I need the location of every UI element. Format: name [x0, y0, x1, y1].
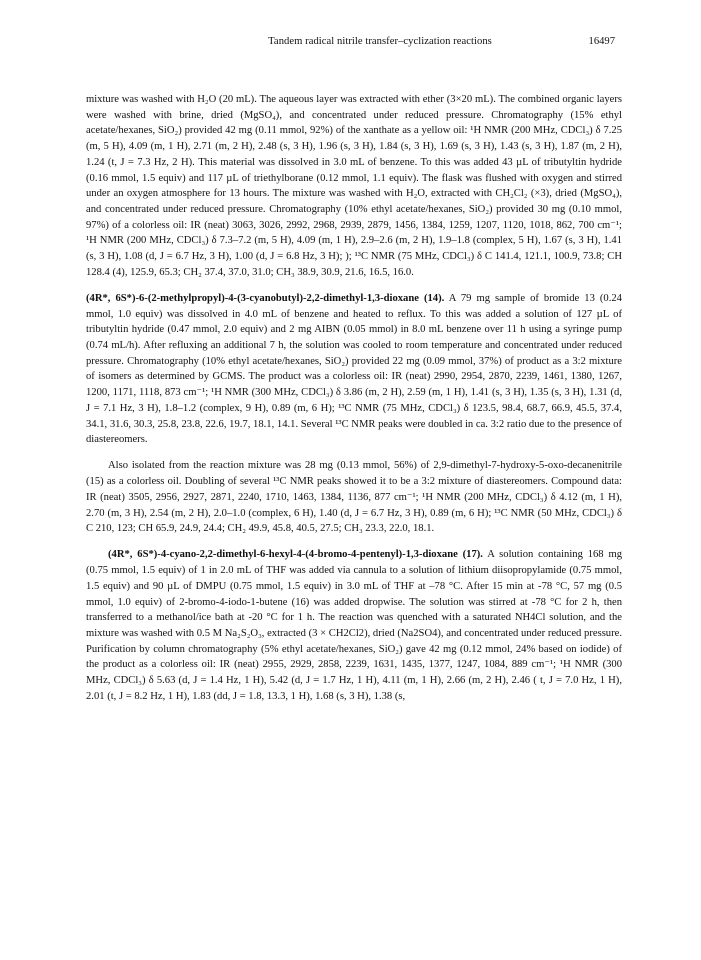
compound-heading: (4R*, 6S*)-6-(2-methylpropyl)-4-(3-cyanobutyl)-2,2-dimethyl-1,3-dioxane (14).	[86, 292, 445, 304]
paragraph-compound-14	[86, 291, 622, 448]
running-title: Tandem radical nitrile transfer–cyclization reactions	[268, 36, 492, 47]
page-number: 16497	[588, 36, 615, 47]
paragraph-xanthate	[86, 92, 622, 280]
paragraph-compound-17	[86, 547, 622, 704]
paragraph-compound-15	[86, 458, 622, 537]
paragraph-text: Also isolated from the reaction mixture was 28 mg (0.13 mmol, 56%) of 2,9-dimethyl-7-hydroxy-5-oxo-decanenitrile (15) as a colorless oil. Doubling of several ¹³C NMR peaks showed it to be a 3:2 mixture of diastereomers. Compound data: IR (neat) 3505, 2956, 2927, 2871, 2240, 1710, 1463, 1384, 1136, 877 cm⁻¹; ¹H NMR (200 MHz, CDCl₃) δ 4.12 (m, 1 H), 2.70 (m, 3 H), 2.54 (m, 2 H), 2.0–1.0 (complex, 6 H), 1.40 (d, J = 6.7 Hz, 3 H), 0.89 (m, 6 H); ¹³C NMR (50 MHz, CDCl₃) δ C 210, 123; CH 65.9, 24.9, 24.4; CH₂ 49.9, 45.8, 40.5, 27.5; CH₃ 23.3, 22.0, 18.1.	[86, 460, 622, 535]
paragraph-text: A 79 mg sample of bromide 13 (0.24 mmol, 1.0 equiv) was dissolved in 4.0 mL of benzene and heated to reflux. To this was added a solution of 127 µL of tributyltin hydride (0.47 mmol, 2.0 equiv) and 2 mg AIBN (0.05 mmol) in 8.0 mL benzene over 11 h using a syringe pump (0.74 mL/h). After refluxing an additional 7 h, the solution was cooled to room temperature and concentrated under reduced pressure. Chromatography (10% ethyl acetate/hexanes, SiO₂) provided 22 mg (0.09 mmol, 37%) of product as a 3:2 mixture of isomers as determined by GCMS. The product was a colorless oil: IR (neat) 2990, 2954, 2870, 2239, 1461, 1380, 1267, 1200, 1171, 1118, 873 cm⁻¹; ¹H NMR (300 MHz, CDCl₃) δ 3.86 (m, 2 H), 2.59 (m, 1 H), 1.41 (s, 3 H), 1.35 (s, 3 H), 1.31 (d, J = 7.1 Hz, 3 H), 1.8–1.2 (complex, 9 H), 0.89 (m, 6 H); ¹³C NMR (75 MHz, CDCl₃) δ 123.5, 98.4, 68.7, 66.9, 45.5, 37.4, 34.1, 31.6, 30.3, 25.8, 23.8, 22.6, 19.7, 18.1, 14.1. Several ¹³C NMR peaks were doubled in ca. 3:2 ratio due to the presence of diastereomers.	[86, 292, 622, 446]
compound-heading: (4R*, 6S*)-4-cyano-2,2-dimethyl-6-hexyl-4-(4-bromo-4-pentenyl)-1,3-dioxane (17).	[108, 549, 483, 561]
paragraph-text: A solution containing 168 mg (0.75 mmol, 1.5 equiv) of 1 in 2.0 mL of THF was added via cannula to a solution of lithium diisopropylamide (0.75 mmol, 1.5 equiv) and 90 µL of DMPU (0.75 mmol, 1.5 equiv) in 3.0 mL of THF at –78 °C. After 15 min at -78 °C, 57 mg (0.5 mmol, 1.0 equiv) of 2-bromo-4-iodo-1-butene (16) was added dropwise. The solution was stirred at -78 °C for 2 h, then transferred to a methanol/ice bath at -20 °C for 1 h. The reaction was quenched with a saturated NH4Cl solution, and the mixture was washed with 0.5 M Na₂S₂O₃, extracted (3 × CH2Cl2), dried (Na2SO4), and concentrated under reduced pressure. Purification by column chromatography (5% ethyl acetate/hexanes, SiO₂) gave 42 mg (0.12 mmol, 24% based on iodide) of the product as a colorless oil: IR (neat) 2955, 2929, 2858, 2239, 1631, 1435, 1377, 1247, 1084, 889 cm⁻¹; ¹H NMR (300 MHz, CDCl₃) δ 5.63 (d, J = 1.4 Hz, 1 H), 5.42 (d, J = 1.7 Hz, 1 H), 4.11 (m, 1 H), 2.66 (m, 2 H), 2.46 ( t, J = 7.0 Hz, 1 H), 2.01 (t, J = 8.2 Hz, 1 H), 1.83 (dd, J = 1.8, 13.3, 1 H), 1.68 (s, 3 H), 1.38 (s,	[86, 549, 622, 702]
experimental-text	[86, 92, 622, 715]
paragraph-text: mixture was washed with H₂O (20 mL). The aqueous layer was extracted with ether (3×20 mL). The combined organic layers were washed with brine, dried (MgSO₄), and concentrated under reduced pressure. Chromatography (15% ethyl acetate/hexanes, SiO₂) provided 42 mg (0.11 mmol, 92%) of the xanthate as a yellow oil: ¹H NMR (200 MHz, CDCl₃) δ 7.25 (m, 5 H), 4.09 (m, 1 H), 2.71 (m, 2 H), 2.48 (s, 3 H), 1.96 (s, 3 H), 1.84 (s, 3 H), 1.69 (s, 3 H), 1.43 (s, 3 H), 1.87 (m, 2 H), 1.24 (t, J = 7.3 Hz, 2 H). This material was dissolved in 3.0 mL of benzene. To this was added 43 µL of tributyltin hydride (0.16 mmol, 1.5 equiv) and 117 µL of triethylborane (0.12 mmol, 1.1 equiv). The flask was flushed with oxygen and stirred under an oxygen atmosphere for 13 hours. The mixture was washed with H₂O, extracted with CH₂Cl₂ (×3), dried (MgSO₄), and concentrated under reduced pressure. Chromatography (10% ethyl acetate/hexanes, SiO₂) provided 30 mg (0.10 mmol, 97%) of a colorless oil: IR (neat) 3063, 3026, 2992, 2968, 2939, 2879, 1456, 1384, 1259, 1207, 1120, 1018, 862, 700 cm⁻¹; ¹H NMR (200 MHz, CDCl₃) δ 7.3–7.2 (m, 5 H), 4.09 (m, 1 H), 2.9–2.6 (m, 2 H), 1.9–1.8 (complex, 5 H), 1.67 (s, 3 H), 1.41 (s, 3 H), 1.08 (d, J = 6.7 Hz, 3 H), 1.00 (d, J = 6.8 Hz, 3 H); ); ¹³C NMR (75 MHz, CDCl₃) δ C 141.4, 121.1, 100.9, 73.8; CH 128.4 (4), 125.9, 65.3; CH₂ 37.4, 37.0, 31.0; CH₃ 38.9, 30.9, 21.6, 16.5, 16.0.	[86, 94, 622, 278]
